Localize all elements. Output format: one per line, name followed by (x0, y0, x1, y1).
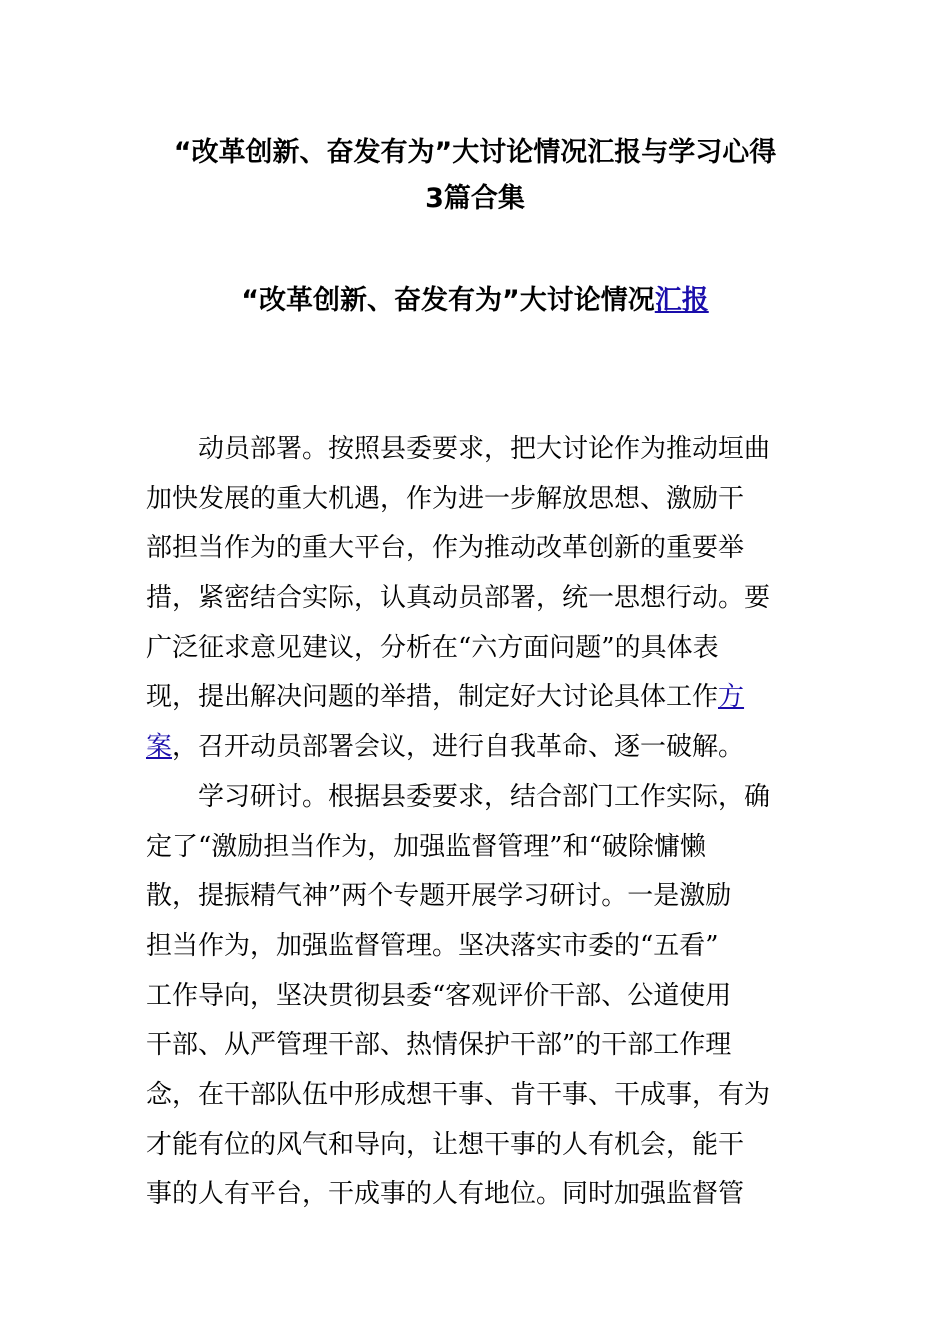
paragraph-line: 措，紧密结合实际，认真动员部署，统一思想行动。要 (146, 583, 771, 614)
paragraph-line: 加快发展的重大机遇，作为进一步解放思想、激励干 (146, 483, 745, 514)
paragraph-line: 担当作为，加强监督管理。坚决落实市委的“五看” (146, 930, 719, 961)
paragraph-line: 才能有位的风气和导向，让想干事的人有机会，能干 (146, 1129, 745, 1160)
paragraph-line (146, 673, 816, 723)
paragraph-line: 事的人有平台，干成事的人有地位。同时加强监督管 (146, 1179, 745, 1210)
document-title-line-2: 3篇合集 (425, 183, 525, 214)
document-body (146, 425, 816, 1220)
paragraph-line: 干部、从严管理干部、热情保护干部”的干部工作理 (146, 1030, 732, 1061)
paragraph-line: 动员部署。按照县委要求，把大讨论作为推动垣曲 (198, 434, 771, 464)
paragraph-line: 广泛征求意见建议，分析在“六方面问题”的具体表 (146, 632, 719, 663)
paragraph-2 (146, 773, 816, 1220)
section-heading-text: “改革创新、奋发有为”大讨论情况 (241, 285, 655, 316)
paragraph-line: 定了“激励担当作为，加强监督管理”和“破除慵懒 (146, 831, 706, 862)
paragraph-1 (146, 425, 816, 773)
paragraph-line: 念，在干部队伍中形成想干事、肯干事、干成事，有为 (146, 1079, 771, 1110)
paragraph-line: 散，提振精气神”两个专题开展学习研讨。一是激励 (146, 881, 732, 912)
plan-link-part-2[interactable]: 案 (146, 732, 173, 763)
section-heading (120, 278, 830, 324)
plan-link-part-1[interactable]: 方 (718, 682, 745, 713)
document-title (120, 130, 830, 222)
paragraph-line-text: 现，提出解决问题的举措，制定好大讨论具体工作 (146, 682, 719, 713)
section-heading-link[interactable]: 汇报 (654, 285, 709, 316)
document-title-line-1: “改革创新、奋发有为”大讨论情况汇报与学习心得 (173, 137, 777, 168)
paragraph-line (146, 723, 816, 773)
paragraph-line-text: ，召开动员部署会议，进行自我革命、逐一破解。 (172, 732, 745, 763)
paragraph-line: 部担当作为的重大平台，作为推动改革创新的重要举 (146, 533, 745, 564)
paragraph-line: 学习研讨。根据县委要求，结合部门工作实际，确 (198, 781, 771, 812)
paragraph-line: 工作导向，坚决贯彻县委“客观评价干部、公道使用 (146, 980, 732, 1011)
